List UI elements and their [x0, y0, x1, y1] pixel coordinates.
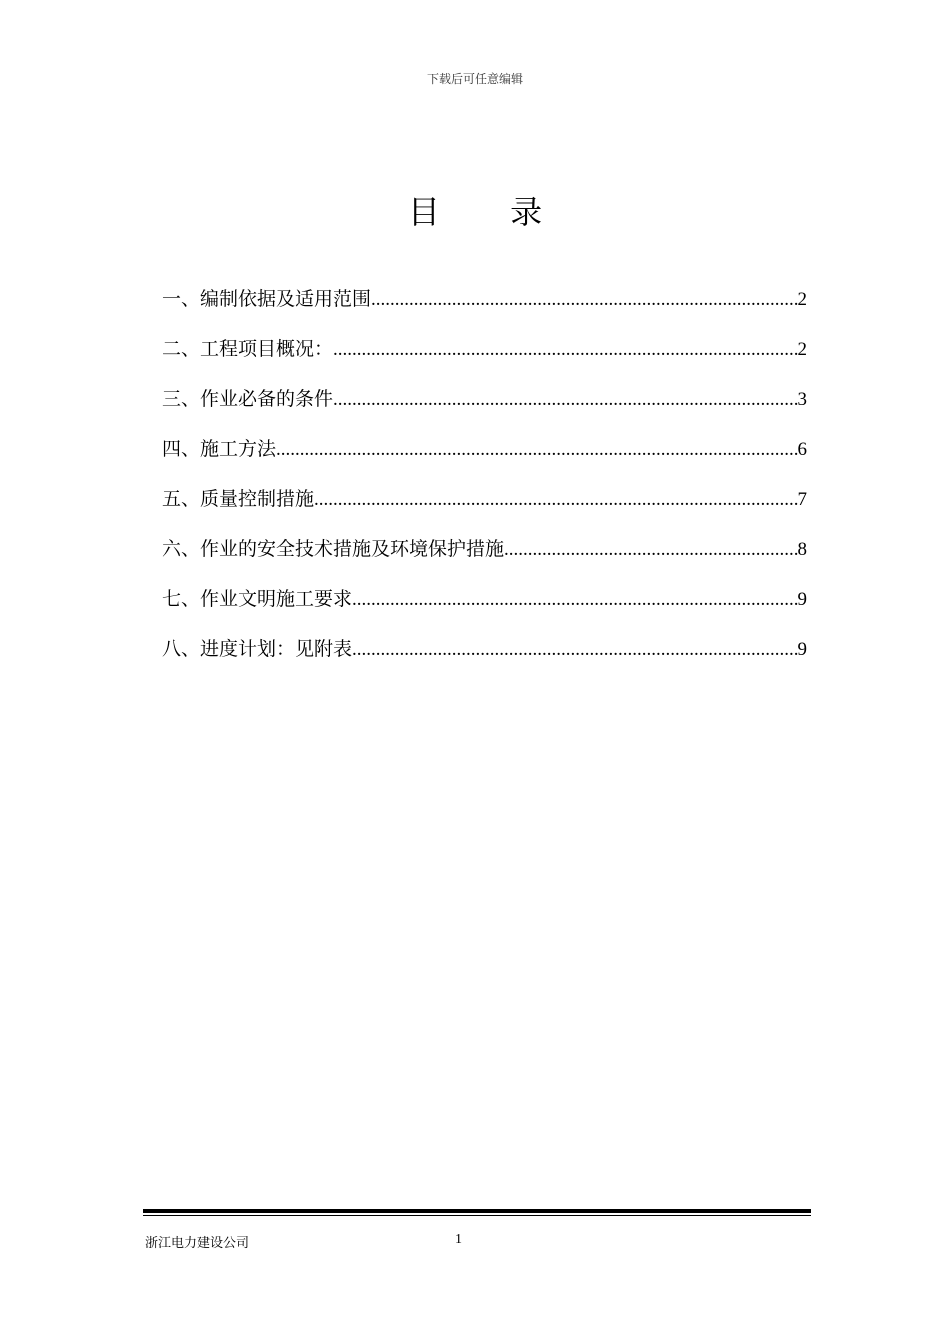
toc-list	[162, 284, 807, 684]
footer-divider-thick	[143, 1209, 811, 1213]
toc-item[interactable]	[162, 384, 807, 434]
toc-item[interactable]	[162, 484, 807, 534]
toc-item[interactable]	[162, 534, 807, 584]
toc-title: 目 录	[407, 193, 573, 231]
toc-leader-dots	[276, 435, 797, 465]
toc-item-label: 八、进度计划：见附表	[162, 638, 353, 660]
toc-leader-dots	[333, 335, 797, 365]
toc-item-page: 7	[797, 489, 807, 510]
toc-item-page: 3	[797, 389, 807, 410]
toc-item-page: 6	[797, 439, 807, 460]
toc-leader-dots	[352, 635, 797, 665]
toc-leader-dots	[352, 585, 797, 615]
toc-item-label: 二、工程项目概况：	[162, 338, 334, 360]
toc-item[interactable]	[162, 284, 807, 334]
toc-item-page: 9	[797, 589, 807, 610]
footer-divider-thin	[143, 1215, 811, 1216]
toc-item[interactable]	[162, 434, 807, 484]
toc-item-page: 2	[797, 339, 807, 360]
footer-page-number: 1	[455, 1232, 462, 1247]
page-header: 下载后可任意编辑	[426, 72, 523, 86]
toc-leader-dots	[371, 285, 797, 315]
toc-item[interactable]	[162, 584, 807, 634]
toc-item-page: 8	[797, 539, 807, 560]
toc-item[interactable]	[162, 634, 807, 684]
toc-leader-dots	[504, 535, 797, 565]
toc-item-label: 六、作业的安全技术措施及环境保护措施	[162, 538, 505, 560]
toc-item-page: 9	[797, 639, 807, 660]
toc-item-label: 四、施工方法	[162, 438, 277, 460]
toc-item-label: 一、编制依据及适用范围	[162, 288, 372, 310]
footer-company-name: 浙江电力建设公司	[145, 1236, 250, 1251]
toc-item-page: 2	[797, 289, 807, 310]
toc-item[interactable]	[162, 334, 807, 384]
toc-item-label: 七、作业文明施工要求	[162, 588, 353, 610]
toc-leader-dots	[333, 385, 797, 415]
toc-leader-dots	[314, 485, 797, 515]
toc-item-label: 三、作业必备的条件	[162, 388, 334, 410]
toc-item-label: 五、质量控制措施	[162, 488, 315, 510]
